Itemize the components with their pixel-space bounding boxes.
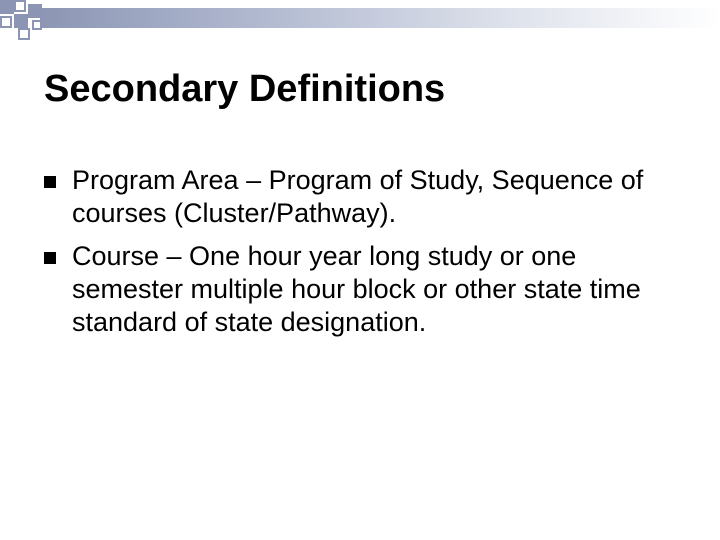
deco-square — [14, 0, 26, 12]
header-gradient-bar — [40, 8, 720, 28]
deco-square — [18, 28, 30, 40]
bullet-text: Program Area – Program of Study, Sequence of courses (Cluster/Pathway). — [72, 165, 644, 228]
deco-square — [28, 4, 42, 18]
square-bullet-icon — [44, 252, 56, 264]
deco-square — [14, 14, 28, 28]
decorative-header-pattern — [0, 0, 720, 40]
deco-square — [0, 0, 14, 14]
square-bullet-icon — [44, 176, 56, 188]
bullet-item — [44, 240, 694, 339]
bullet-list — [44, 164, 694, 339]
deco-square — [0, 16, 12, 28]
bullet-text: Course – One hour year long study or one semester multiple hour block or other state time standard of state designation. — [72, 241, 641, 337]
slide-title: Secondary Definitions — [44, 68, 446, 110]
bullet-item — [44, 164, 694, 230]
deco-square — [32, 20, 42, 30]
